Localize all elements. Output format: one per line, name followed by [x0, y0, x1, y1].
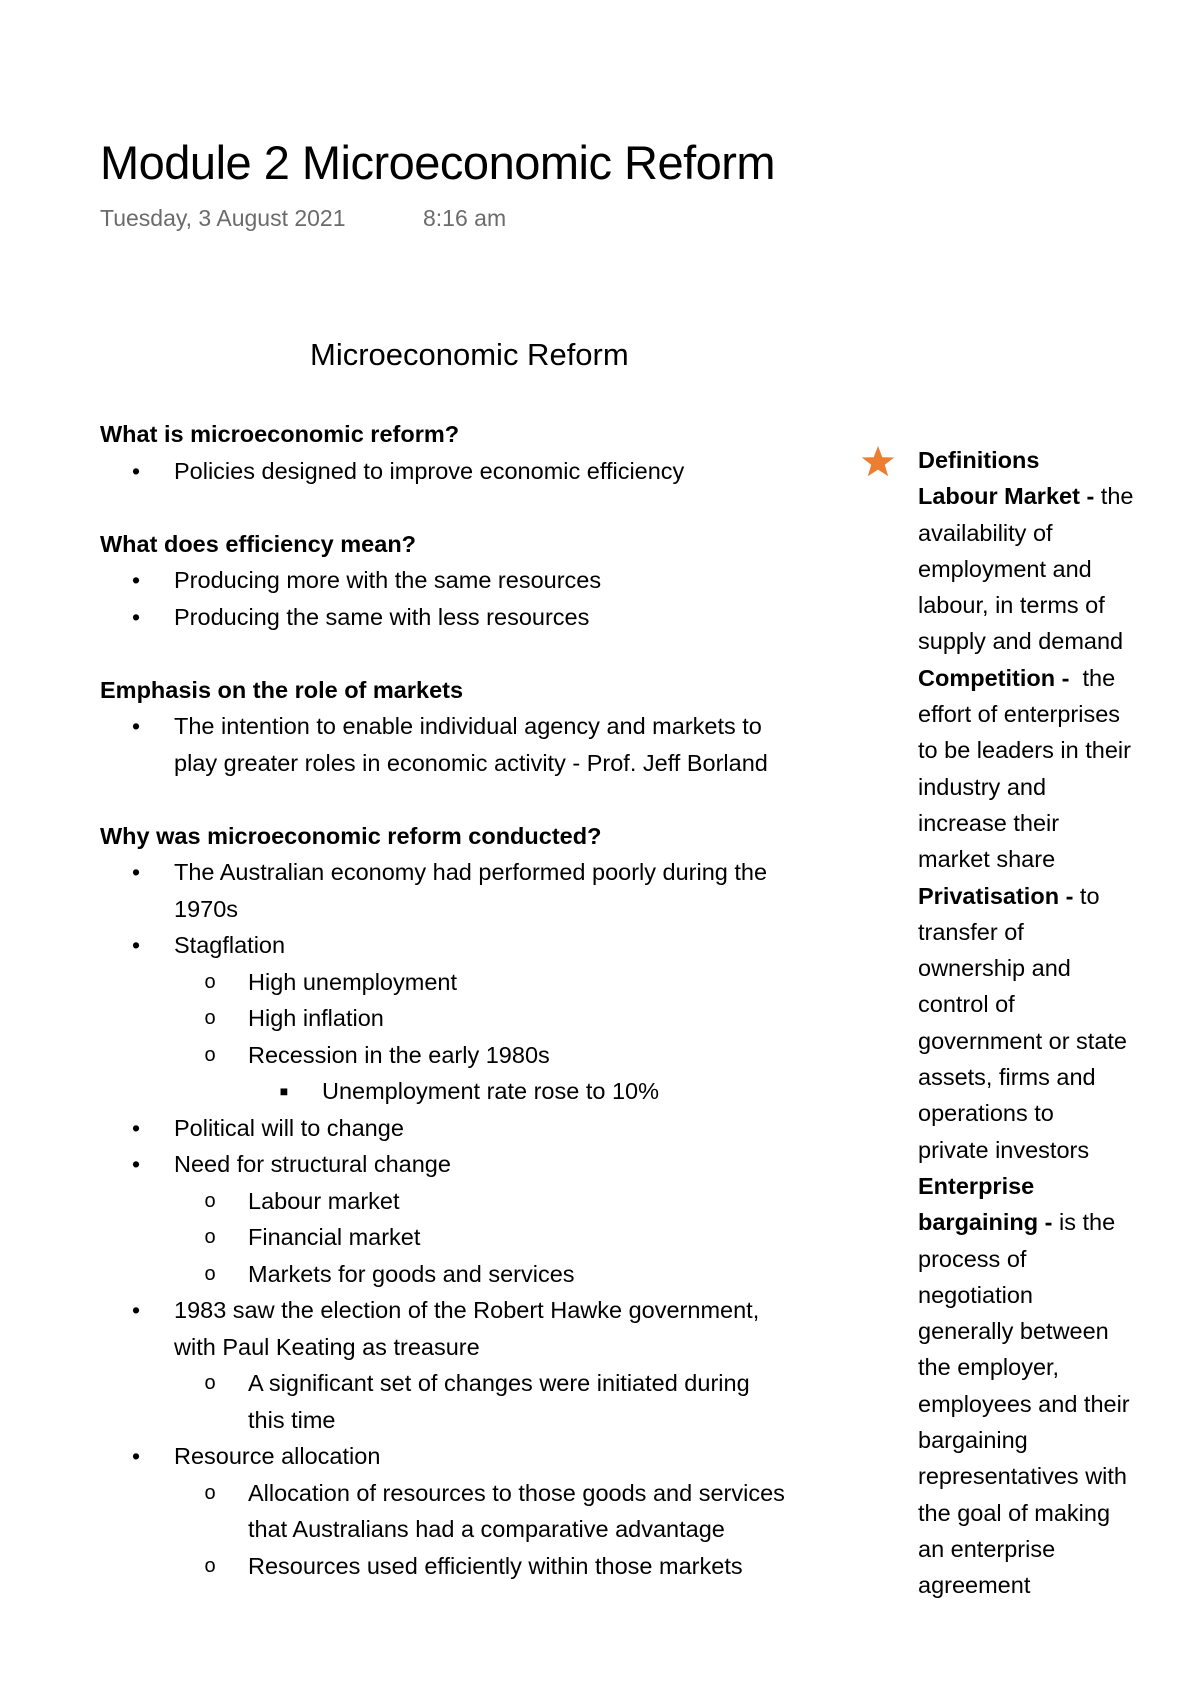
list-item: o Financial market — [100, 1219, 880, 1256]
definition-text: effort of enterprises to be leaders in their industry and increase their market share — [918, 701, 1131, 873]
question-heading: Emphasis on the role of markets — [100, 676, 464, 703]
list-item: o Markets for goods and services — [100, 1256, 880, 1293]
definition-term: bargaining - — [918, 1209, 1053, 1236]
circle-bullet-icon: o — [204, 1481, 216, 1504]
circle-bullet-icon: o — [204, 1262, 216, 1285]
list-item: • Producing more with the same resources — [100, 562, 880, 599]
list-item: o Labour market — [100, 1183, 880, 1220]
bullet-icon: • — [131, 713, 141, 739]
bullet-icon: • — [131, 1114, 141, 1141]
note-date: Tuesday, 3 August 2021 — [100, 205, 346, 231]
list-item: • Producing the same with less resources — [100, 599, 880, 636]
list-item: ■ Unemployment rate rose to 10% — [100, 1073, 880, 1110]
list-item: • Political will to change — [100, 1110, 880, 1147]
list-item: o Recession in the early 1980s — [100, 1037, 880, 1074]
note-time: 8:16 am — [423, 205, 507, 231]
list-item: o High inflation — [100, 1000, 880, 1037]
definitions-heading: Definitions — [918, 447, 1040, 473]
list-item: o Resources used efficiently within those markets — [100, 1548, 880, 1585]
section-heading: Microeconomic Reform — [310, 337, 629, 372]
bullet-icon: • — [131, 932, 141, 958]
definition-competition: Competition - the effort of enterprises to be leaders in their industry and increase their market share — [918, 660, 1193, 878]
circle-bullet-icon: o — [204, 1043, 216, 1066]
circle-bullet-icon: o — [204, 1226, 216, 1248]
definition-term: Privatisation - — [918, 882, 1074, 909]
circle-bullet-icon: o — [204, 1189, 216, 1212]
definition-text: process of negotiation generally between the employer, employees and their bargaining representatives with the goal of making an enterprise agreement — [918, 1245, 1130, 1599]
list-item: o High unemployment — [100, 964, 880, 1001]
list-item: • Need for structural change — [100, 1146, 880, 1183]
list-item: • Stagflation — [100, 927, 880, 964]
question-heading: Why was microeconomic reform conducted? — [100, 822, 602, 849]
definition-labour-market: Labour Market - the availability of employment and labour, in terms of supply and demand — [918, 478, 1193, 659]
bullet-icon: • — [131, 1151, 141, 1177]
question-heading: What is microeconomic reform? — [100, 421, 460, 447]
list-item: • Resource allocation — [100, 1438, 880, 1475]
bullet-icon: • — [131, 1297, 141, 1323]
page-title: Module 2 Microeconomic Reform — [100, 136, 776, 189]
definitions-panel — [918, 442, 1193, 1599]
star-icon — [860, 444, 896, 480]
bullet-icon: • — [131, 567, 141, 593]
question-heading: What does efficiency mean? — [100, 530, 417, 557]
bullet-list — [100, 854, 880, 1584]
bullet-list — [100, 562, 880, 635]
bullet-icon: • — [131, 603, 141, 630]
list-item: • 1983 saw the election of the Robert Hawke government, with Paul Keating as treasure — [100, 1292, 880, 1365]
bullet-icon: • — [131, 1443, 141, 1469]
list-item: • The Australian economy had performed poorly during the 1970s — [100, 854, 880, 927]
list-item: • The intention to enable individual agency and markets to play greater roles in economic activity - Prof. Jeff Borland — [100, 708, 880, 781]
definition-text: availability of employment and labour, in terms of supply and demand — [918, 519, 1124, 655]
circle-bullet-icon: o — [204, 970, 216, 993]
bullet-icon: • — [131, 457, 141, 484]
circle-bullet-icon: o — [204, 1372, 216, 1394]
definition-enterprise-bargaining: Enterprise bargaining - is the process of negotiation generally between the employer, employees and their bargaining representatives with the goal of making an enterprise agreement — [918, 1168, 1193, 1604]
definition-term: Enterprise — [918, 1172, 1035, 1199]
definition-text: transfer of ownership and control of government or state assets, firms and operations to private investors — [918, 918, 1127, 1163]
square-bullet-icon: ■ — [279, 1083, 289, 1099]
bullet-list — [100, 708, 880, 781]
definition-privatisation: Privatisation - to transfer of ownership and control of government or state assets, firms and operations to private investors — [918, 878, 1193, 1168]
definition-term: Competition - — [918, 664, 1070, 691]
list-item: • Policies designed to improve economic efficiency — [100, 453, 880, 490]
notes-body — [100, 416, 880, 1584]
bullet-list — [100, 453, 880, 490]
bullet-icon: • — [131, 859, 141, 885]
list-item: o A significant set of changes were initiated during this time — [100, 1365, 880, 1438]
list-item: o Allocation of resources to those goods and services that Australians had a comparative advantage — [100, 1475, 880, 1548]
definition-term: Labour Market - — [918, 483, 1095, 510]
circle-bullet-icon: o — [204, 1554, 216, 1577]
circle-bullet-icon: o — [204, 1007, 216, 1029]
